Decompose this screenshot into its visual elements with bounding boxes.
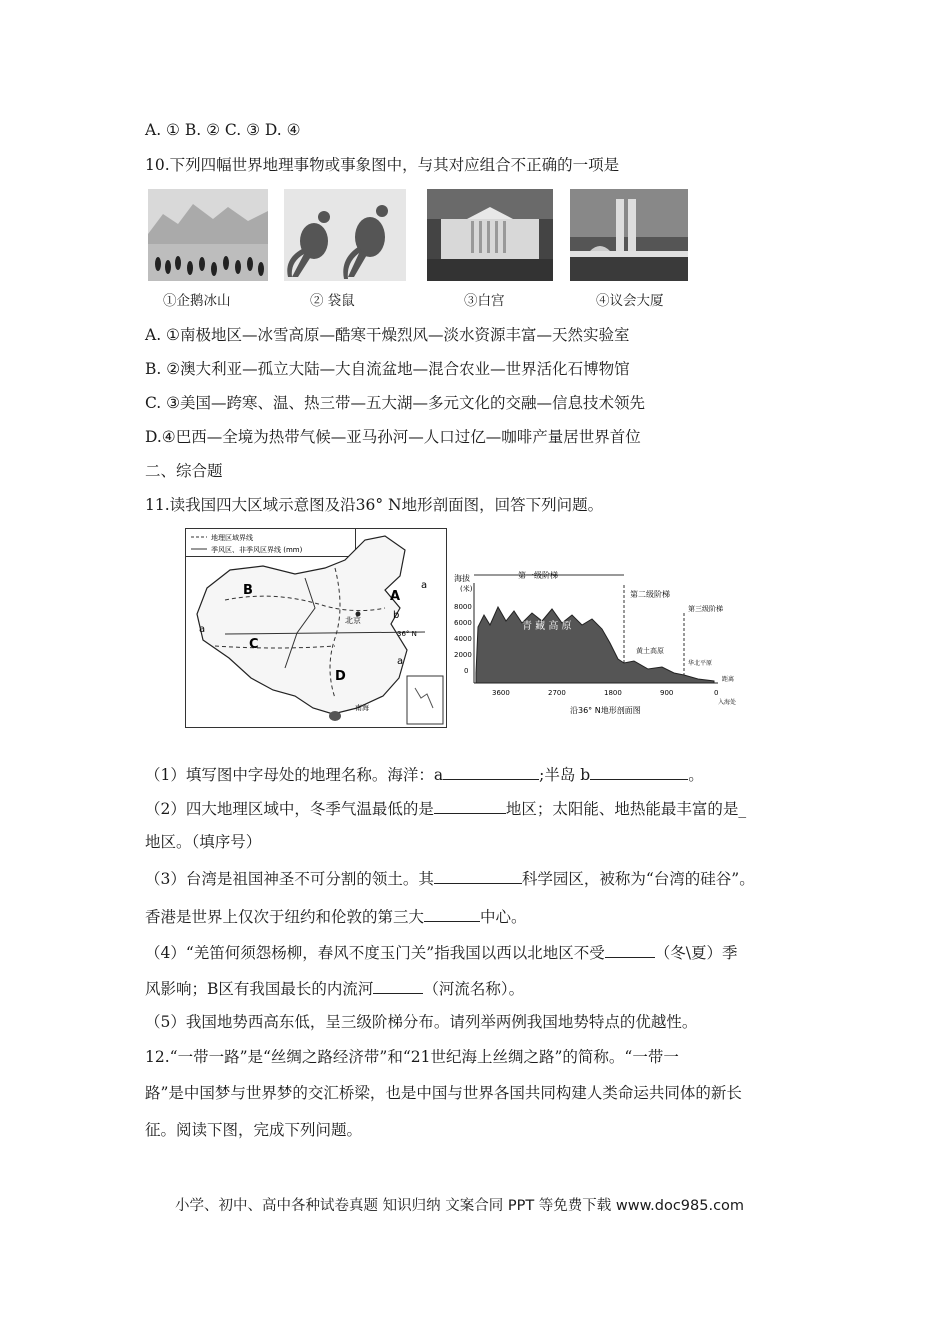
profile-y-unit: (米) <box>460 585 473 593</box>
q10-option-c: C. ③美国—跨寒、温、热三带—五大湖—多元文化的交融—信息技术领先 <box>145 394 646 412</box>
profile-region-plain: 华北平原 <box>688 660 713 667</box>
q10-option-d: D.④巴西—全境为热带气候—亚马孙河—人口过亿—咖啡产量居世界首位 <box>145 428 641 446</box>
photo-caption-2: ② 袋鼠 <box>310 293 355 309</box>
map-label-36n: 36° N <box>397 630 417 638</box>
q10-stem: 10.下列四幅世界地理事物或事象图中，与其对应组合不正确的一项是 <box>145 156 620 174</box>
q11-sub3: （3）台湾是祖国神圣不可分割的领土。其 科学园区，被称为“台湾的硅谷”。 <box>145 870 755 888</box>
profile-ytick-2000: 2000 <box>454 651 472 659</box>
penguin-iceberg-photo <box>148 189 268 281</box>
page-footer: 小学、初中、高中各种试卷真题 知识归纳 文案合同 PPT 等免费下载 www.doc985.com <box>175 1198 745 1214</box>
profile-ytick-8000: 8000 <box>454 603 472 611</box>
map-legend-2: 季风区、非季风区界线 (mm) <box>211 546 303 554</box>
q12-line-3: 征。阅读下图，完成下列问题。 <box>145 1121 363 1139</box>
profile-xtick-0: 0 <box>714 689 719 697</box>
profile-xtick-1800: 1800 <box>604 689 622 697</box>
q11-sub1: （1）填写图中字母处的地理名称。海洋：a ;半岛 b 。 <box>145 766 704 784</box>
profile-caption: 沿36° N地形剖面图 <box>570 706 641 715</box>
map-legend-1: 地理区域界线 <box>211 534 253 542</box>
q10-option-a: A. ①南极地区—冰雪高原—酷寒干燥烈风—淡水资源丰富—天然实验室 <box>145 326 630 344</box>
map-letter-d-upper: D <box>335 669 346 684</box>
q12-line-2: 路”是中国梦与世界梦的交汇桥梁，也是中国与世界各国共同构建人类命运共同体的新长 <box>145 1084 742 1102</box>
profile-ytick-4000: 4000 <box>454 635 472 643</box>
q9-options: A. ① B. ② C. ③ D. ④ <box>145 121 301 139</box>
section-heading: 二、综合题 <box>145 462 223 480</box>
profile-region-loess: 黄土高原 <box>636 647 664 655</box>
photo-caption-3: ③白宫 <box>464 293 505 309</box>
answer-blank-hk-center[interactable] <box>424 906 480 922</box>
white-house-photo <box>427 189 553 281</box>
map-letter-a-upper: A <box>390 589 401 604</box>
q11-sub4: （4）“羌笛何须怨杨柳，春风不度玉门关”指我国以西以北地区不受 （冬\夏）季 <box>145 944 738 962</box>
map-label-beijing: 北京 <box>345 616 361 625</box>
q10-option-b: B. ②澳大利亚—孤立大陆—大自流盆地—混合农业—世界活化石博物馆 <box>145 360 630 378</box>
q11-sub3-cont: 香港是世界上仅次于纽约和伦敦的第三大 中心。 <box>145 908 527 926</box>
parliament-building-photo <box>570 189 688 281</box>
china-regions-map <box>185 528 447 728</box>
profile-ytick-6000: 6000 <box>454 619 472 627</box>
q12-line-1: 12.“一带一路”是“丝绸之路经济带”和“21世纪海上丝绸之路”的简称。“一带一 <box>145 1048 679 1066</box>
answer-blank-river[interactable] <box>373 978 423 994</box>
profile-xtick-3600: 3600 <box>492 689 510 697</box>
answer-blank-peninsula-b[interactable] <box>590 764 688 780</box>
answer-blank-monsoon[interactable] <box>605 942 655 958</box>
map-letter-a-lower-2: a <box>199 624 206 635</box>
kangaroo-photo <box>284 189 406 281</box>
answer-blank-sea-a[interactable] <box>443 764 539 780</box>
profile-region-tibet: 青 藏 高 原 <box>522 621 572 632</box>
photo-caption-1: ①企鹅冰山 <box>163 293 231 309</box>
answer-blank-science-park[interactable] <box>434 868 522 884</box>
profile-ytick-0: 0 <box>464 667 469 675</box>
profile-xtick-900: 900 <box>660 689 674 697</box>
map-label-south-sea: 南海 <box>355 704 369 712</box>
photo-caption-4: ④议会大厦 <box>596 293 664 309</box>
profile-x-end: 入海处 <box>718 699 737 706</box>
q11-stem: 11.读我国四大区域示意图及沿36° N地形剖面图，回答下列问题。 <box>145 496 604 514</box>
map-letter-a-lower-1: a <box>421 580 428 591</box>
q11-sub2: （2）四大地理区域中，冬季气温最低的是 地区；太阳能、地热能最丰富的是_ <box>145 800 747 818</box>
profile-step-3: 第三级阶梯 <box>688 605 723 613</box>
profile-step-2: 第二级阶梯 <box>630 590 670 599</box>
q11-sub4-cont: 风影响；B区有我国最长的内流河 （河流名称）。 <box>145 980 525 998</box>
q11-sub5: （5）我国地势西高东低，呈三级阶梯分布。请列举两例我国地势特点的优越性。 <box>145 1013 698 1031</box>
map-letter-a-lower-3: a <box>397 656 404 667</box>
map-letter-b-upper: B <box>243 583 253 598</box>
answer-blank-coldest-region[interactable] <box>434 798 506 814</box>
profile-x-unit: 距离 <box>722 676 735 683</box>
q11-sub2-cont: 地区。（填序号） <box>145 833 262 851</box>
profile-xtick-2700: 2700 <box>548 689 566 697</box>
terrain-profile-chart <box>452 563 774 718</box>
map-letter-b-lower: b <box>393 610 400 621</box>
profile-step-1: 第一级阶梯 <box>518 571 558 580</box>
profile-y-label: 海拔 <box>454 574 470 583</box>
map-letter-c-upper: C <box>249 637 259 652</box>
